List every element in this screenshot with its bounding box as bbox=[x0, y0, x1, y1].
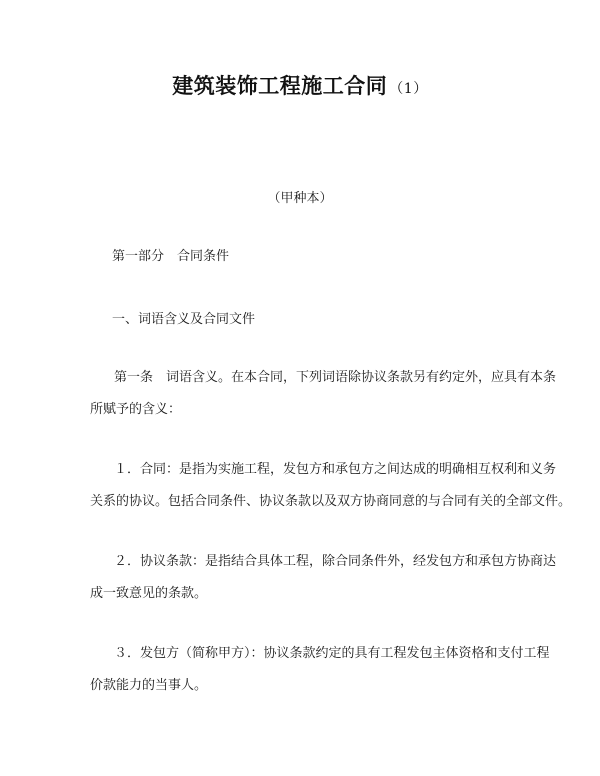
item-3-line-1: ３．发包方（简称甲方）：协议条款约定的具有工程发包主体资格和支付工程 bbox=[114, 646, 550, 661]
article-1-line-1: 第一条 词语含义。在本合同，下列词语除协议条款另有约定外，应具有本条 bbox=[114, 370, 557, 385]
title-text: 建筑装饰工程施工合同 bbox=[172, 73, 388, 98]
item-3-paragraph bbox=[90, 638, 550, 702]
article-1-paragraph bbox=[90, 362, 557, 426]
item-1-line-1: １．合同：是指为实施工程，发包方和承包方之间达成的明确相互权利和义务 bbox=[114, 462, 557, 477]
document-title bbox=[0, 70, 600, 100]
item-1-line-2: 关系的协议。包括合同条件、协议条款以及双方协商同意的与合同有关的全部文件。 bbox=[90, 494, 572, 509]
edition-label: （甲种本） bbox=[267, 191, 333, 206]
part-heading: 第一部分 合同条件 bbox=[112, 249, 230, 264]
article-1-line-2: 所赋予的含义： bbox=[90, 402, 182, 417]
item-2-line-1: ２．协议条款：是指结合具体工程，除合同条件外，经发包方和承包方协商达 bbox=[114, 554, 557, 569]
title-suffix: （1） bbox=[389, 81, 428, 97]
item-1-paragraph bbox=[90, 454, 572, 518]
item-2-paragraph bbox=[90, 546, 557, 610]
section-heading: 一、词语含义及合同文件 bbox=[112, 312, 256, 327]
item-2-line-2: 成一致意见的条款。 bbox=[90, 586, 208, 601]
item-3-line-2: 价款能力的当事人。 bbox=[90, 678, 208, 693]
